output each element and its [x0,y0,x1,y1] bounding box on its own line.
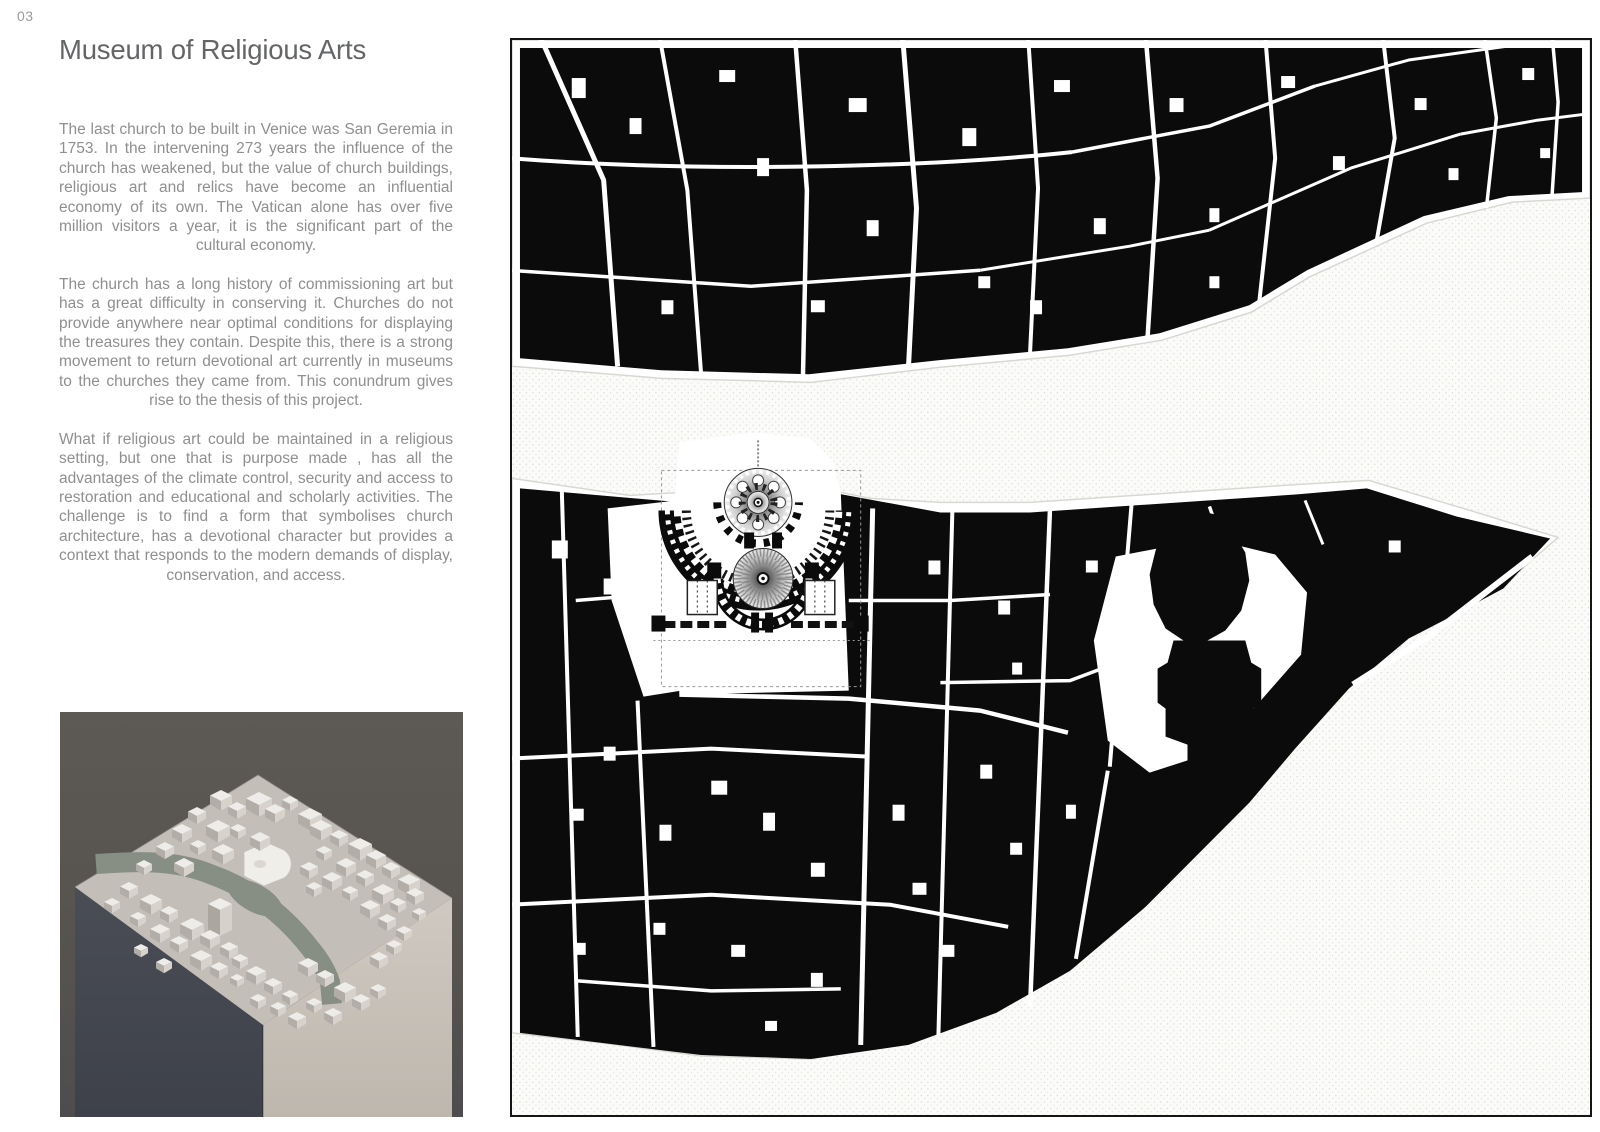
figure-ground-map [510,38,1592,1117]
map-illustration [512,40,1590,1115]
paragraph-3: What if religious art could be maintained in a religious setting, but one that is purpose made , has all the advantages of the climate control, security and access to restoration and educational and scholarly activities. The challenge is to find a form that symbolises church architecture, has a devotional character but provides a context that responds to the modern demands of display, conservation, and access. [59,430,453,584]
link-corridor [772,532,782,548]
link-corridor [744,532,754,548]
site-model-illustration [60,712,463,1117]
model-tower-block [208,898,232,936]
page-number: 03 [17,8,34,24]
body-text [59,120,453,604]
page-title: Museum of Religious Arts [59,34,366,65]
paragraph-2: The church has a long history of commissioning art but has a great difficulty in conserving it. Churches do not provide anywhere near optimal conditions for displaying the treasures they contain. Despite this, there is a strong movement to return devotional art currently in museums to the churches they came from. This conundrum gives rise to the thesis of this project. [59,275,453,410]
site-model-render [60,712,463,1117]
paragraph-1: The last church to be built in Venice was San Geremia in 1753. In the intervening 273 years the influence of the church has weakened, but the value of church buildings, religious art and relics have become an influential economy of its own. The Vatican alone has over five million visitors a year, it is the significant part of the cultural economy. [59,121,453,255]
